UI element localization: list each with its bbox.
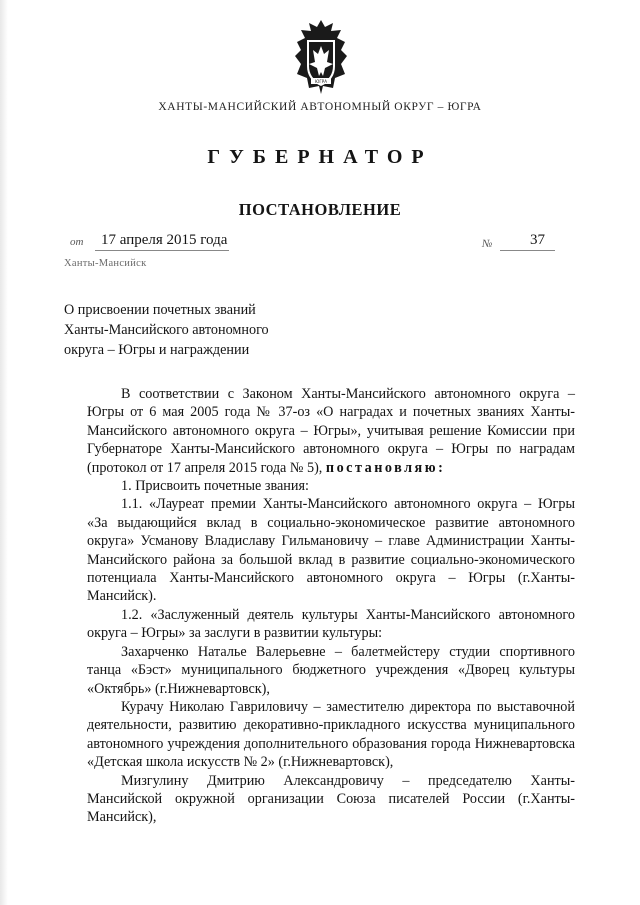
document-number: 37: [530, 232, 545, 248]
item-1: 1. Присвоить почетные звания:: [121, 478, 309, 495]
scan-margin: [0, 0, 8, 905]
preamble-text: В соответствии с Законом Ханты-Мансийского автономного округа – Югры от 6 мая 2005 года № 37-оз «О наградах и почетных званиях Ханты-Мансийского автономного округа – Югры», учитывая решение Комиссии при Губернаторе Ханты-Мансийского автономного округа – Югры по наградам (протокол от 17 апреля 2015 года № 5),: [87, 386, 575, 476]
awardee-paragraph: Мизгулину Дмитрию Александровичу – председателю Ханты-Мансийской окружной организации Союза писателей России (г.Ханты-Мансийск),: [87, 772, 575, 826]
item-1-2: 1.2. «Заслуженный деятель культуры Ханты-Мансийского автономного округа – Югры» за заслуги в развитии культуры:: [87, 606, 575, 642]
document-subject: [64, 300, 269, 360]
number-prefix: №: [482, 238, 493, 250]
document-body: [87, 385, 575, 827]
subject-line: Ханты-Мансийского автономного: [64, 322, 269, 338]
region-name: ХАНТЫ-МАНСИЙСКИЙ АВТОНОМНЫЙ ОКРУГ – ЮГРА: [158, 101, 482, 113]
subject-line: округа – Югры и награждении: [64, 342, 250, 358]
awardee-paragraph: Захарченко Наталье Валерьевне – балетмейстеру студии спортивного танца «Бэст» муниципального бюджетного учреждения «Дворец культуры «Октябрь» (г.Нижневартовск),: [87, 643, 575, 697]
document-type: ПОСТАНОВЛЕНИЕ: [238, 200, 402, 219]
number-underline: [500, 250, 555, 251]
coat-of-arms-icon: [289, 18, 353, 96]
document-date: 17 апреля 2015 года: [101, 232, 228, 248]
date-prefix: от: [70, 236, 84, 248]
subject-line: О присвоении почетных званий: [64, 302, 256, 318]
awardee-paragraph: Курачу Николаю Гавриловичу – заместителю директора по выставочной деятельности, развитию декоративно-прикладного искусства муниципального автономного учреждения дополнительного образования города Нижневартовска «Детская школа искусств № 2» (г.Нижневартовск),: [87, 698, 575, 771]
resolve-word: постановляю:: [325, 459, 446, 476]
svg-text:ЮГРА: ЮГРА: [315, 79, 327, 84]
preamble-paragraph: [87, 385, 575, 477]
city-name: Ханты-Мансийск: [64, 258, 147, 269]
item-1-1: 1.1. «Лауреат премии Ханты-Мансийского автономного округа – Югры «За выдающийся вклад в социально-экономическое развитие автономного округа» Усманову Владиславу Гильмановичу – главе Администрации Ханты-Мансийского района за большой вклад в развитие социально-экономического потенциала Ханты-Мансийского автономного округа – Югры (г.Ханты-Мансийск).: [87, 496, 575, 605]
date-underline: [95, 250, 229, 251]
governor-title: ГУБЕРНАТОР: [207, 146, 433, 168]
